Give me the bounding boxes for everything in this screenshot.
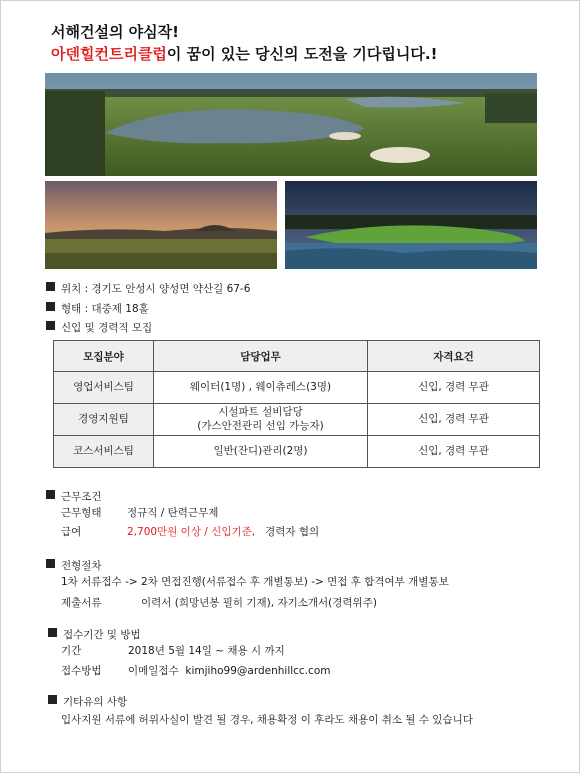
duty-cell: 일반(잔디)관리(2명) [154, 436, 368, 468]
conditions-title: 근무조건 [46, 489, 102, 504]
etc-text: 입사지원 서류에 허위사실이 발견 될 경우, 채용확정 이 후라도 채용이 취소 될 수 있습니다 [61, 714, 473, 726]
etc-title: 기타유의 사항 [48, 694, 127, 709]
process-steps: 1차 서류접수 -> 2차 면접진행(서류접수 후 개별통보) -> 면접 후 합격여부 개별통보 [61, 576, 449, 588]
table-header: 담당업무 [154, 341, 368, 372]
table-header: 자격요건 [368, 341, 540, 372]
headline-line1: 서해건설의 야심작! [51, 23, 179, 41]
qualification-cell: 신입, 경력 무관 [368, 404, 540, 436]
method-label: 접수방법 [61, 665, 102, 677]
duty-cell: 시설파트 설비담당 (가스안전관리 선임 가능자) [154, 404, 368, 436]
documents-value: 이력서 (희망년봉 필히 기재), 자기소개서(경력위주) [141, 597, 377, 609]
green-with-pond-image [285, 181, 537, 269]
type-item: 형태 : 대중제 18홀 [46, 301, 149, 316]
recruit-item: 신입 및 경력직 모집 [46, 320, 152, 335]
square-bullet-icon [46, 302, 55, 311]
work-type-label: 근무형태 [61, 507, 102, 519]
square-bullet-icon [48, 628, 57, 637]
table-header-row [54, 341, 540, 372]
email-address: kimjiho99@ardenhillcc.com [185, 665, 331, 677]
field-cell: 코스서비스팀 [54, 436, 154, 468]
square-bullet-icon [46, 321, 55, 330]
period-label: 기간 [61, 645, 82, 657]
square-bullet-icon [46, 490, 55, 499]
club-name: 아덴힐컨트리클럽 [51, 45, 167, 63]
sunset-course-image [45, 181, 277, 269]
work-type-value: 정규직 / 탄력근무제 [127, 507, 219, 519]
golf-course-panorama-image [45, 73, 537, 176]
recruit-table [53, 340, 540, 468]
period-value: 2018년 5월 14일 ~ 채용 시 까지 [128, 645, 285, 657]
table-header: 모집분야 [54, 341, 154, 372]
duty-cell: 웨이터(1명) , 웨이츄레스(3명) [154, 372, 368, 404]
qualification-cell: 신입, 경력 무관 [368, 372, 540, 404]
salary-label: 급여 [61, 526, 82, 538]
table-row [54, 404, 540, 436]
location-item: 위치 : 경기도 안성시 양성면 약산길 67-6 [46, 281, 250, 296]
table-row [54, 372, 540, 404]
headline-rest: 이 꿈이 있는 당신의 도전을 기다립니다.! [166, 45, 438, 63]
qualification-cell: 신입, 경력 무관 [368, 436, 540, 468]
process-title: 전형절차 [46, 558, 102, 573]
square-bullet-icon [48, 695, 57, 704]
square-bullet-icon [46, 559, 55, 568]
headline-line2 [51, 43, 437, 64]
table-row [54, 436, 540, 468]
period-title: 접수기간 및 방법 [48, 627, 141, 642]
method-value: 이메일접수 kimjiho99@ardenhillcc.com [128, 665, 331, 677]
salary-value: 2,700만원 이상 / 신입기준, 경력자 협의 [127, 526, 320, 538]
documents-label: 제출서류 [61, 597, 102, 609]
square-bullet-icon [46, 282, 55, 291]
field-cell: 영업서비스팀 [54, 372, 154, 404]
field-cell: 경영지원팀 [54, 404, 154, 436]
